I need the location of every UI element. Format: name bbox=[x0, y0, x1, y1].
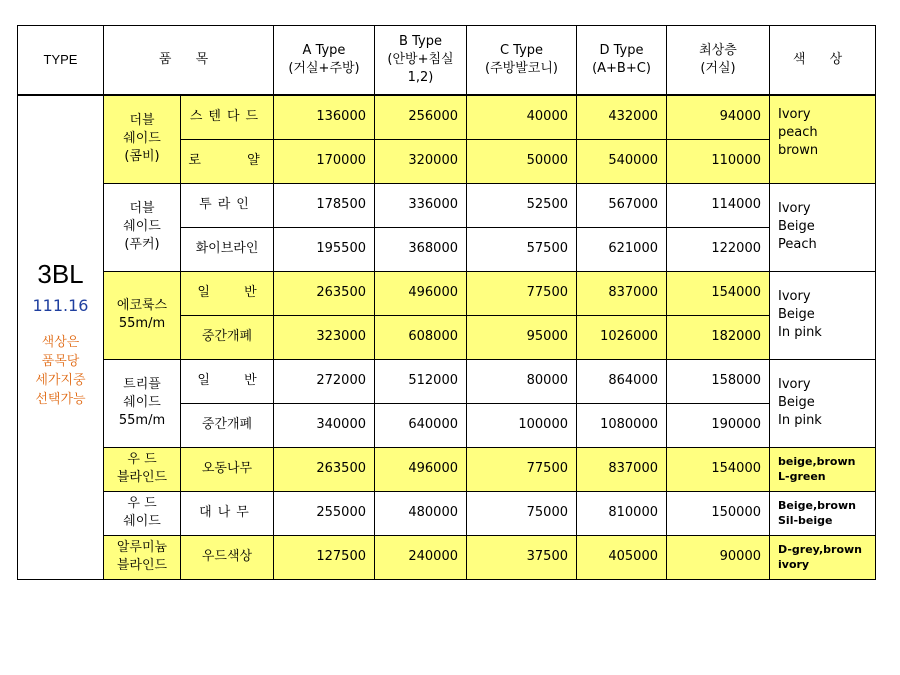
category-line: 쉐이드 bbox=[123, 219, 161, 234]
color-option: Beige bbox=[778, 219, 815, 234]
item-cell: 일 반 bbox=[181, 359, 274, 403]
type-note-line: 세가지중 bbox=[35, 373, 86, 389]
header-c-type-title: C Type bbox=[499, 43, 544, 58]
color-option: Ivory bbox=[778, 377, 811, 392]
price-d: 432000 bbox=[577, 95, 667, 139]
color-option: Beige,brown bbox=[778, 499, 856, 512]
price-c: 37500 bbox=[467, 535, 577, 579]
item-cell: 로 얄 bbox=[181, 139, 274, 183]
item-cell: 오동나무 bbox=[181, 447, 274, 491]
color-option: Sil-beige bbox=[778, 514, 833, 527]
type-name: 3BL bbox=[37, 259, 84, 290]
category-line: (푸커) bbox=[124, 237, 160, 252]
price-c: 57500 bbox=[467, 227, 577, 271]
color-option: beige,brown bbox=[778, 455, 856, 468]
price-c: 95000 bbox=[467, 315, 577, 359]
price-c: 50000 bbox=[467, 139, 577, 183]
category-line: 에코룩스 bbox=[116, 298, 168, 313]
table-row bbox=[18, 183, 876, 227]
price-table bbox=[17, 25, 876, 580]
price-a: 195500 bbox=[274, 227, 375, 271]
item-cell: 중간개폐 bbox=[181, 315, 274, 359]
category-line: 블라인드 bbox=[116, 470, 168, 485]
category-line: 55m/m bbox=[118, 413, 166, 428]
type-note-line: 품목당 bbox=[41, 354, 80, 370]
price-d: 864000 bbox=[577, 359, 667, 403]
price-c: 75000 bbox=[467, 491, 577, 535]
header-b-type bbox=[375, 26, 467, 96]
header-top-floor-title: 최상층 bbox=[699, 43, 737, 58]
header-top-floor bbox=[667, 26, 770, 96]
category-line: 55m/m bbox=[118, 316, 166, 331]
price-b: 368000 bbox=[375, 227, 467, 271]
header-b-type-desc2: 1,2) bbox=[407, 70, 434, 85]
category-cell bbox=[104, 447, 181, 491]
price-b: 496000 bbox=[375, 447, 467, 491]
price-c: 52500 bbox=[467, 183, 577, 227]
item-cell: 일 반 bbox=[181, 271, 274, 315]
category-line: 쉐이드 bbox=[123, 131, 161, 147]
header-type: TYPE bbox=[18, 26, 104, 96]
header-c-type-desc: (주방발코니) bbox=[485, 61, 558, 76]
table-row bbox=[18, 95, 876, 139]
price-a: 127500 bbox=[274, 535, 375, 579]
item-cell: 중간개폐 bbox=[181, 403, 274, 447]
price-b: 640000 bbox=[375, 403, 467, 447]
price-d: 1080000 bbox=[577, 403, 667, 447]
color-cell bbox=[770, 535, 876, 579]
price-b: 480000 bbox=[375, 491, 467, 535]
color-option: Ivory bbox=[778, 289, 811, 304]
price-top: 190000 bbox=[667, 403, 770, 447]
price-a: 255000 bbox=[274, 491, 375, 535]
color-option: D-grey,brown bbox=[778, 543, 863, 556]
price-d: 1026000 bbox=[577, 315, 667, 359]
price-top: 150000 bbox=[667, 491, 770, 535]
price-b: 256000 bbox=[375, 95, 467, 139]
type-area: 111.16 bbox=[32, 296, 89, 316]
header-b-type-title: B Type bbox=[399, 34, 442, 49]
header-d-type-desc: (A+B+C) bbox=[592, 61, 651, 76]
price-d: 405000 bbox=[577, 535, 667, 579]
price-top: 94000 bbox=[667, 95, 770, 139]
price-b: 496000 bbox=[375, 271, 467, 315]
header-b-type-desc: (안방+침실 bbox=[387, 52, 454, 67]
item-cell: 대나무 bbox=[181, 491, 274, 535]
category-line: 트리플 bbox=[123, 377, 161, 392]
table-row bbox=[18, 359, 876, 403]
price-a: 136000 bbox=[274, 95, 375, 139]
price-b: 240000 bbox=[375, 535, 467, 579]
color-option: Beige bbox=[778, 395, 815, 410]
table-row bbox=[18, 535, 876, 579]
color-cell bbox=[770, 491, 876, 535]
color-cell bbox=[770, 183, 876, 271]
header-d-type bbox=[577, 26, 667, 96]
item-cell: 투라인 bbox=[181, 183, 274, 227]
color-option: peach bbox=[778, 125, 818, 140]
price-a: 272000 bbox=[274, 359, 375, 403]
header-top-floor-desc: (거실) bbox=[700, 61, 736, 76]
color-option: Ivory bbox=[778, 201, 811, 216]
price-c: 77500 bbox=[467, 271, 577, 315]
price-top: 158000 bbox=[667, 359, 770, 403]
category-line: 우 드 bbox=[127, 452, 157, 467]
type-note-line: 선택가능 bbox=[35, 392, 86, 408]
color-option: ivory bbox=[778, 558, 810, 571]
header-row bbox=[18, 26, 876, 96]
header-color: 색 상 bbox=[770, 26, 876, 96]
header-a-type-title: A Type bbox=[302, 43, 346, 58]
color-cell bbox=[770, 359, 876, 447]
color-option: Beige bbox=[778, 307, 815, 322]
color-option: Ivory bbox=[778, 107, 811, 122]
price-c: 80000 bbox=[467, 359, 577, 403]
price-top: 114000 bbox=[667, 183, 770, 227]
category-line: 더블 bbox=[129, 113, 155, 129]
price-top: 90000 bbox=[667, 535, 770, 579]
header-a-type-desc: (거실+주방) bbox=[288, 61, 360, 76]
type-info-cell bbox=[18, 95, 104, 579]
category-line: (콤비) bbox=[124, 149, 160, 165]
color-option: In pink bbox=[778, 325, 822, 340]
color-option: In pink bbox=[778, 413, 822, 428]
price-d: 837000 bbox=[577, 271, 667, 315]
category-line: 블라인드 bbox=[116, 558, 168, 573]
price-b: 512000 bbox=[375, 359, 467, 403]
color-cell bbox=[770, 271, 876, 359]
price-c: 77500 bbox=[467, 447, 577, 491]
price-top: 110000 bbox=[667, 139, 770, 183]
price-top: 154000 bbox=[667, 271, 770, 315]
price-d: 810000 bbox=[577, 491, 667, 535]
item-cell: 스텐다드 bbox=[181, 95, 274, 139]
price-a: 340000 bbox=[274, 403, 375, 447]
item-cell: 우드색상 bbox=[181, 535, 274, 579]
category-cell bbox=[104, 535, 181, 579]
price-c: 100000 bbox=[467, 403, 577, 447]
price-c: 40000 bbox=[467, 95, 577, 139]
price-a: 263500 bbox=[274, 447, 375, 491]
category-line: 쉐이드 bbox=[123, 514, 161, 529]
table-row bbox=[18, 447, 876, 491]
price-top: 122000 bbox=[667, 227, 770, 271]
header-a-type bbox=[274, 26, 375, 96]
category-line: 쉐이드 bbox=[123, 395, 161, 410]
price-top: 182000 bbox=[667, 315, 770, 359]
table-row bbox=[18, 271, 876, 315]
price-b: 320000 bbox=[375, 139, 467, 183]
price-d: 837000 bbox=[577, 447, 667, 491]
price-d: 621000 bbox=[577, 227, 667, 271]
color-option: L-green bbox=[778, 470, 826, 483]
category-line: 우 드 bbox=[127, 496, 157, 511]
category-line: 알루미늄 bbox=[116, 540, 168, 555]
header-c-type bbox=[467, 26, 577, 96]
price-a: 178500 bbox=[274, 183, 375, 227]
category-cell bbox=[104, 271, 181, 359]
price-b: 336000 bbox=[375, 183, 467, 227]
color-cell bbox=[770, 95, 876, 183]
header-d-type-title: D Type bbox=[599, 43, 644, 58]
price-d: 567000 bbox=[577, 183, 667, 227]
color-option: Peach bbox=[778, 237, 817, 252]
price-a: 170000 bbox=[274, 139, 375, 183]
color-cell bbox=[770, 447, 876, 491]
price-d: 540000 bbox=[577, 139, 667, 183]
category-cell bbox=[104, 95, 181, 183]
table-row bbox=[18, 491, 876, 535]
category-cell bbox=[104, 491, 181, 535]
type-note-line: 색상은 bbox=[41, 335, 80, 351]
category-cell bbox=[104, 359, 181, 447]
price-b: 608000 bbox=[375, 315, 467, 359]
category-line: 더블 bbox=[129, 201, 155, 216]
category-cell bbox=[104, 183, 181, 271]
header-item: 품 목 bbox=[104, 26, 274, 96]
item-cell: 화이브라인 bbox=[181, 227, 274, 271]
price-top: 154000 bbox=[667, 447, 770, 491]
price-a: 323000 bbox=[274, 315, 375, 359]
price-a: 263500 bbox=[274, 271, 375, 315]
color-option: brown bbox=[778, 143, 819, 158]
